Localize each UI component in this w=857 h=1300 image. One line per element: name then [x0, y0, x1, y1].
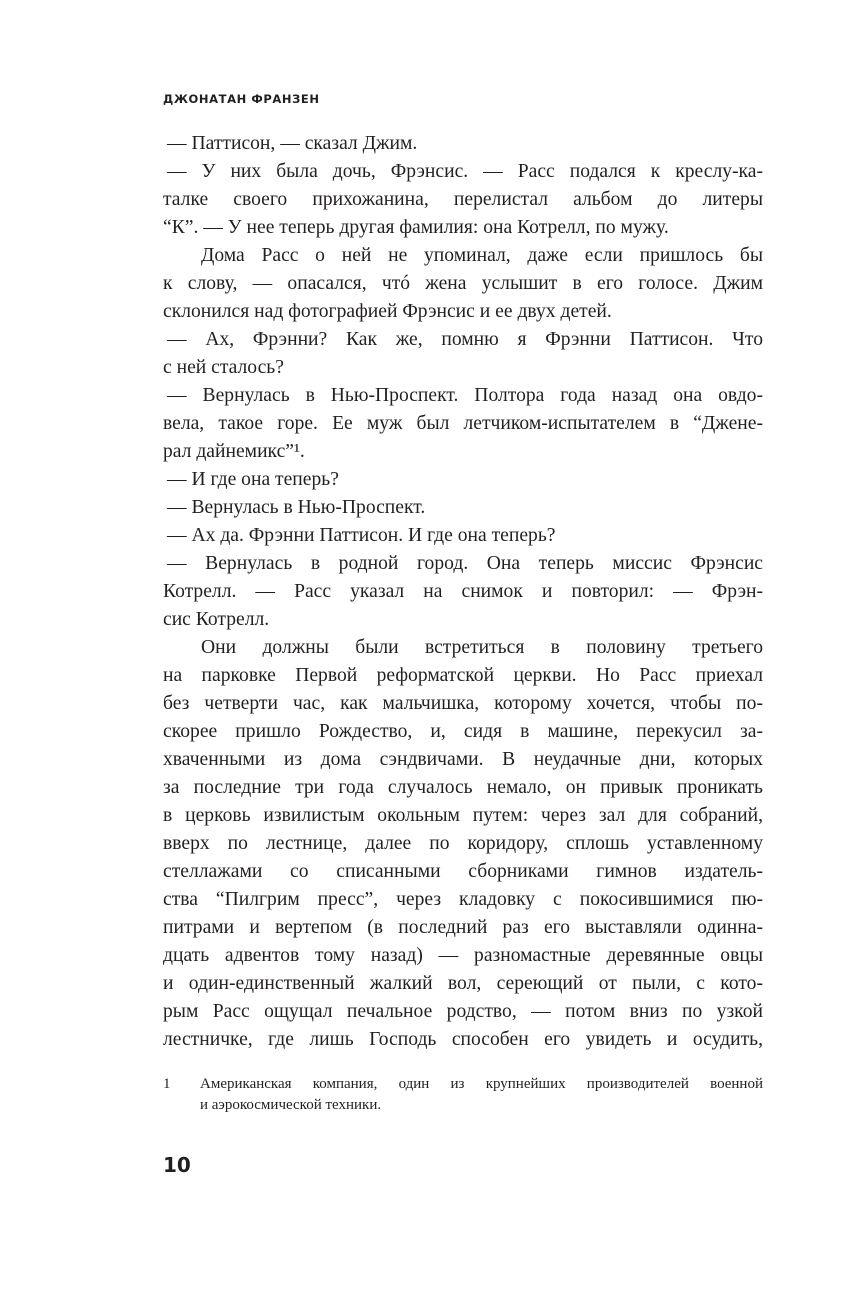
- text-line: рал дайнемикс”¹.: [163, 441, 305, 462]
- text-line: хваченными из дома сэндвичами. В неудачные дни, которых: [163, 749, 763, 770]
- text-line: питрами и вертепом (в последний раз его выставляли одинна-: [163, 917, 763, 938]
- text-line: — Вернулась в Нью-Проспект.: [167, 497, 426, 518]
- text-line: — Паттисон, — сказал Джим.: [167, 133, 418, 154]
- footnote-line: и аэрокосмической техники.: [200, 1097, 382, 1113]
- text-line: склонился над фотографией Фрэнсис и ее двух детей.: [163, 301, 612, 322]
- text-line: рым Расс ощущал печальное родство, — потом вниз по узкой: [163, 1001, 763, 1022]
- text-line: талке своего прихожанина, перелистал альбом до литеры: [163, 189, 763, 210]
- footnote-number: 1: [163, 1076, 171, 1092]
- text-line: — У них была дочь, Фрэнсис. — Расс подался к креслу-ка-: [167, 161, 763, 182]
- text-line: стеллажами со списанными сборниками гимнов издатель-: [163, 861, 763, 882]
- body-text: [163, 130, 763, 1054]
- footnote: [163, 1074, 763, 1116]
- text-line: Дома Расс о ней не упоминал, даже если пришлось бы: [201, 245, 763, 266]
- text-line: — И где она теперь?: [167, 469, 339, 490]
- text-line: — Ах, Фрэнни? Как же, помню я Фрэнни Паттисон. Что: [167, 329, 763, 350]
- text-line: к слову, — опасался, чтó жена услышит в его голосе. Джим: [163, 273, 763, 294]
- footnote-line: Американская компания, один из крупнейших производителей военной: [200, 1076, 763, 1092]
- text-line: в церковь извилистым окольным путем: через зал для собраний,: [163, 805, 763, 826]
- text-line: на парковке Первой реформатской церкви. Но Расс приехал: [163, 665, 763, 686]
- text-line: без четверти час, как мальчишка, которому хочется, чтобы по-: [163, 693, 763, 714]
- text-line: вела, такое горе. Ее муж был летчиком-испытателем в “Джене-: [163, 413, 763, 434]
- text-line: лестничке, где лишь Господь способен его увидеть и осудить,: [163, 1029, 763, 1050]
- text-line: с ней сталось?: [163, 357, 284, 378]
- text-line: — Ах да. Фрэнни Паттисон. И где она теперь?: [167, 525, 556, 546]
- text-line: “К”. — У нее теперь другая фамилия: она Котрелл, по мужу.: [163, 217, 669, 238]
- text-line: вверх по лестнице, далее по коридору, сплошь уставленному: [163, 833, 763, 854]
- text-line: Они должны были встретиться в половину третьего: [201, 637, 763, 658]
- text-line: скорее пришло Рождество, и, сидя в машине, перекусил за-: [163, 721, 763, 742]
- text-line: и один-единственный жалкий вол, сереющий от пыли, с кото-: [163, 973, 763, 994]
- text-line: сис Котрелл.: [163, 609, 270, 630]
- text-line: — Вернулась в родной город. Она теперь миссис Фрэнсис: [167, 553, 763, 574]
- running-head: ДЖОНАТАН ФРАНЗЕН: [163, 92, 320, 106]
- text-line: — Вернулась в Нью-Проспект. Полтора года назад она овдо-: [167, 385, 763, 406]
- text-line: за последние три года случалось немало, он привык проникать: [163, 777, 763, 798]
- text-line: Котрелл. — Расс указал на снимок и повторил: — Фрэн-: [163, 581, 763, 602]
- text-line: ства “Пилгрим пресс”, через кладовку с покосившимися пю-: [163, 889, 763, 910]
- page-number: 10: [163, 1153, 191, 1177]
- text-line: дцать адвентов тому назад) — разномастные деревянные овцы: [163, 945, 763, 966]
